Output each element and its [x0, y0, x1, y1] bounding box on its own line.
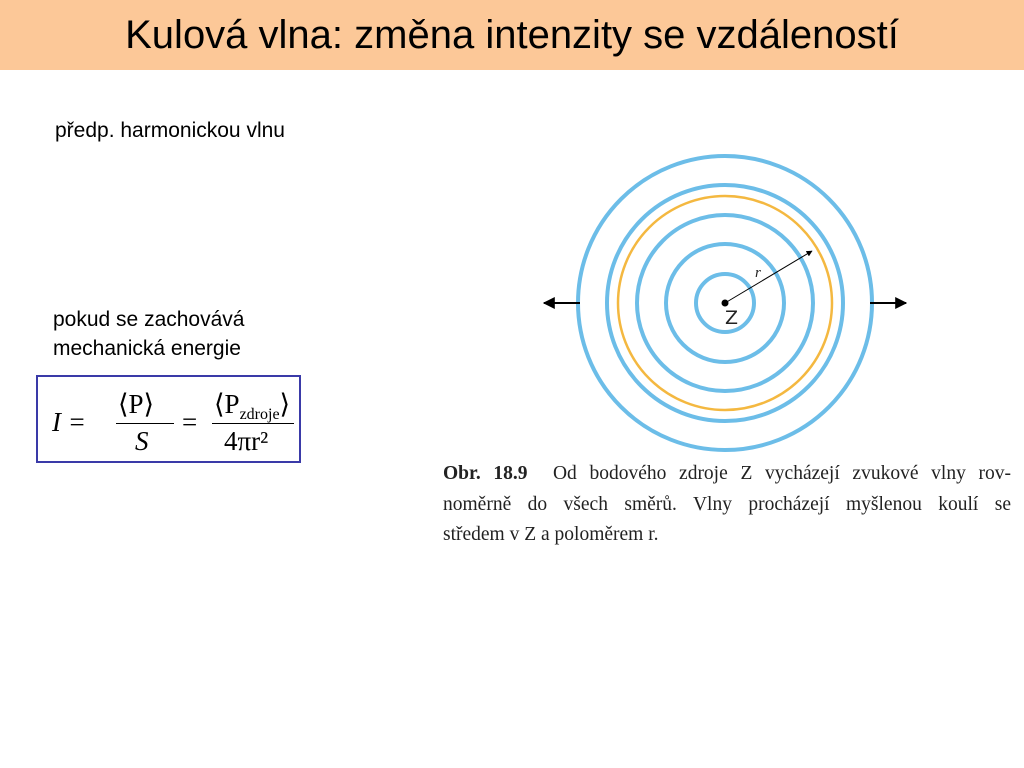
slide-title: Kulová vlna: změna intenzity se vzdáleností	[125, 13, 899, 57]
formula-close-bracket: ⟩	[279, 389, 291, 419]
formula-lhs: I =	[52, 407, 86, 437]
caption-line-3: středem v Z a poloměrem r.	[443, 524, 659, 545]
energy-condition-line2: mechanická energie	[53, 337, 241, 360]
spherical-wave-figure	[530, 150, 920, 460]
formula-numerator-2	[214, 389, 290, 424]
caption-line-1	[443, 459, 1011, 490]
formula-equals: =	[182, 407, 198, 437]
formula-denominator-2: 4πr²	[224, 426, 269, 456]
radius-label: r	[755, 265, 761, 281]
figure-caption	[443, 459, 1011, 551]
formula-denominator-1: S	[135, 426, 149, 456]
caption-line-2: noměrně do všech směrů. Vlny procházejí myšlenou koulí se	[443, 493, 1011, 515]
caption-text-1: Od bodového zdroje Z vycházejí zvukové vlny rov-	[552, 463, 1011, 484]
intensity-formula-box	[36, 375, 301, 463]
caption-label: Obr. 18.9	[443, 463, 528, 484]
formula-numerator-1: ⟨P⟩	[118, 389, 155, 419]
fraction-bar-1	[116, 423, 174, 424]
energy-condition-line1: pokud se zachovává	[53, 308, 245, 331]
source-label: Z	[725, 307, 739, 329]
fraction-bar-2	[212, 423, 294, 424]
harmonic-wave-note: předp. harmonickou vlnu	[55, 119, 285, 142]
formula-power-symbol: ⟨P	[214, 389, 240, 419]
title-bar	[0, 0, 1024, 70]
formula-subscript: zdroje	[239, 406, 280, 423]
source-point	[722, 300, 729, 307]
